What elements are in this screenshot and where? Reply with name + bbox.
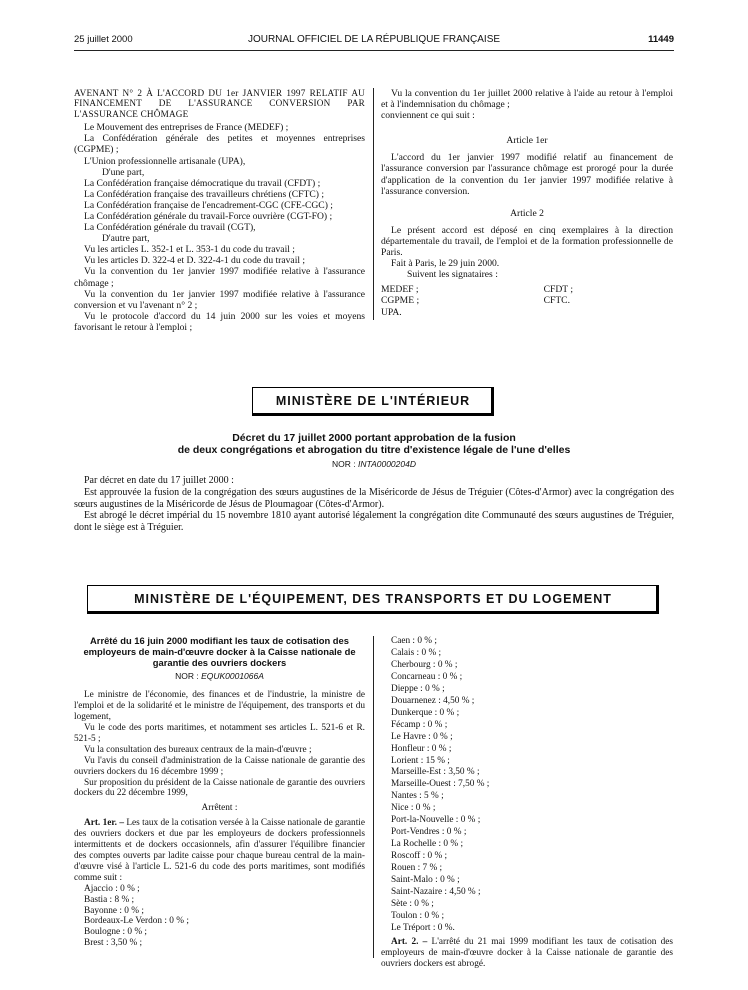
arrete-right-column: [381, 636, 673, 970]
avenant-line: La Confédération générale du travail-Force ouvrière (CGT-FO) ;: [84, 210, 333, 222]
column-divider: [373, 88, 374, 320]
article1-text: L'accord du 1er janvier 1997 modifié relatif au financement de l'assurance conversion par l'assurance chômage est prorogé pour la durée d'application de la convention du 1er janvier 1997 modifiée relative à l'assurance conversion.: [381, 152, 673, 197]
signatory: CGPME ;: [381, 295, 420, 307]
rate-item: Saint-Nazaire : 4,50 % ;: [391, 887, 481, 898]
arrete-vu1: Vu le code des ports maritimes, et notamment ses articles L. 521-6 et R. 521-5 ;: [74, 723, 365, 744]
article2-title: Article 2: [510, 207, 544, 219]
rate-item: Honfleur : 0 % ;: [391, 743, 452, 754]
avenant-right-column: [381, 88, 673, 318]
decret-nor-label: NOR :: [332, 459, 356, 469]
signatory: CFDT ;: [543, 284, 573, 296]
rate-item: Sète : 0 % ;: [391, 898, 434, 909]
decret-nor: [74, 459, 674, 469]
rate-item: Le Tréport : 0 %.: [391, 922, 455, 933]
rate-item: Calais : 0 % ;: [391, 647, 442, 658]
avenant-line: L'Union professionnelle artisanale (UPA),: [84, 155, 246, 167]
rate-item: Le Havre : 0 % ;: [391, 731, 453, 742]
arrete-vu3: Vu l'avis du conseil d'administration de la Caisse nationale de garantie des ouvriers dockers du 16 décembre 1999 ;: [74, 755, 365, 777]
arrete-intro: Le ministre de l'économie, des finances et de l'industrie, la ministre de l'emploi et de la solidarité et le ministre de l'équipement, des transports et du logement,: [74, 690, 365, 723]
avenant-left-column: [74, 88, 365, 333]
avenant-line: Vu le protocole d'accord du 14 juin 2000 sur les voies et moyens favorisant le retour à l'emploi ;: [74, 310, 365, 333]
rate-item: Cherbourg : 0 % ;: [391, 659, 458, 670]
avenant-line: Vu les articles L. 352-1 et L. 353-1 du code du travail ;: [84, 244, 295, 256]
decret-block: [74, 432, 674, 534]
signatories-left: [381, 284, 419, 317]
arrete-vu2: Vu la consultation des bureaux centraux de la main-d'œuvre ;: [84, 744, 312, 755]
rate-item: Marseille-Ouest : 7,50 % ;: [391, 779, 490, 790]
journal-title: JOURNAL OFFICIEL DE LA RÉPUBLIQUE FRANÇAISE: [247, 34, 501, 45]
avenant-line: Vu la convention du 1er janvier 1997 modifiée relative à l'assurance conversion et vu l'avenant n° 2 ;: [74, 288, 365, 311]
rate-item: Dieppe : 0 % ;: [391, 683, 445, 694]
arrete-art2: [381, 937, 673, 970]
arretent: Arrêtent :: [201, 803, 238, 814]
rate-item: Saint-Malo : 0 % ;: [391, 875, 460, 886]
rate-item: Bordeaux-Le Verdon : 0 % ;: [84, 916, 189, 927]
rate-item: Caen : 0 % ;: [391, 636, 437, 646]
avenant-line: D'autre part,: [102, 233, 150, 245]
rate-item: Port-Vendres : 0 % ;: [391, 827, 467, 838]
decret-nor-value: INTA0000204D: [358, 459, 416, 469]
avenant-line: D'une part,: [102, 166, 145, 178]
rate-item: La Rochelle : 0 % ;: [391, 839, 464, 850]
signatory: CFTC.: [543, 295, 570, 307]
column-divider-2: [373, 636, 374, 958]
art2-label: Art. 2. –: [391, 936, 428, 947]
decret-para1: Par décret en date du 17 juillet 2000 :: [84, 475, 234, 486]
signatories: [381, 284, 673, 317]
article1-title: Article 1er: [506, 135, 548, 147]
rate-item: Fécamp : 0 % ;: [391, 719, 448, 730]
art1-label: Art. 1er. –: [84, 818, 124, 829]
arrete-title: Arrêté du 16 juin 2000 modifiant les taux de cotisation des employeurs de main-d'œuvre docker à la Caisse nationale de garantie des ouvriers dockers: [83, 635, 356, 668]
ministere-interieur-box: [252, 387, 494, 416]
rate-item: Roscoff : 0 % ;: [391, 851, 448, 862]
avenant-left-lines: [74, 122, 365, 333]
arrete-art1: [74, 818, 365, 883]
avenant-right-intro: Vu la convention du 1er juillet 2000 relative à l'aide au retour à l'emploi et à l'indemnisation du chômage ;: [381, 88, 673, 111]
decret-title-line1: Décret du 17 juillet 2000 portant approbation de la fusion: [232, 432, 516, 444]
rate-item: Rouen : 7 % ;: [391, 863, 443, 874]
avenant-line: Le Mouvement des entreprises de France (MEDEF) ;: [84, 122, 289, 134]
rate-item: Boulogne : 0 % ;: [84, 927, 148, 938]
avenant-line: La Confédération française de l'encadrement-CGC (CFE-CGC) ;: [84, 199, 333, 211]
rate-item: Nantes : 5 % ;: [391, 791, 444, 802]
fait-a-paris: Fait à Paris, le 29 juin 2000.: [391, 258, 500, 270]
rate-item: Port-la-Nouvelle : 0 % ;: [391, 815, 481, 826]
rate-item: Dunkerque : 0 % ;: [391, 707, 460, 718]
avenant-title: AVENANT N° 2 À L'ACCORD DU 1er JANVIER 1997 RELATIF AU FINANCEMENT DE L'ASSURANCE CONVERSION PAR L'ASSURANCE CHÔMAGE: [74, 88, 365, 119]
rate-item: Bayonne : 0 % ;: [84, 905, 144, 916]
arrete-nor-value: EQUK0001066A: [201, 671, 264, 682]
avenant-line: La Confédération française démocratique du travail (CFDT) ;: [84, 177, 321, 189]
signatory: UPA.: [381, 306, 402, 318]
page-number: 11449: [648, 34, 674, 45]
suivent-signataires: Suivent les signataires :: [407, 269, 498, 281]
arrete-left-column: [74, 636, 365, 949]
rate-item: Lorient : 15 % ;: [391, 755, 450, 766]
art2-text: L'arrêté du 21 mai 1999 modifiant les taux de cotisation des employeurs de main-d'œuvre docker à la Caisse nationale de garantie des ouvriers dockers est abrogé.: [381, 936, 674, 969]
art1-text: Les taux de la cotisation versée à la Caisse nationale de garantie des ouvriers dockers et due par les employeurs de dockers professionnels intermittents et de dockers occasionnels, afin d'assurer l'équilibre financier des comptes ouverts par ladite caisse pour chaque bureau central de la main-d'œuvre visé à l'article L. 521-6 du code des ports maritimes, sont modifiés comme suit :: [74, 818, 365, 883]
header-rule: [74, 50, 674, 51]
arrete-nor-label: NOR :: [175, 671, 199, 682]
signatory: MEDEF ;: [381, 284, 419, 296]
rate-item: Bastia : 8 % ;: [84, 894, 135, 905]
avenant-line: La Confédération française des travailleurs chrétiens (CFTC) ;: [84, 188, 325, 200]
decret-title-line2: de deux congrégations et abrogation du titre d'existence légale de l'une d'elles: [177, 444, 571, 456]
arrete-vu4: Sur proposition du président de la Caisse nationale de garantie des ouvriers dockers du 22 décembre 1999,: [74, 777, 365, 799]
header-date: 25 juillet 2000: [74, 34, 133, 45]
decret-para2: Est approuvée la fusion de la congrégation des sœurs augustines de la Miséricorde de Jésus de Tréguier (Côtes-d'Armor) avec la congrégation des sœurs augustines de la Miséricorde de Jésus de Ploumagoar (Côtes-d'Armor).: [74, 486, 674, 510]
ministere-interieur-title: MINISTÈRE DE L'INTÉRIEUR: [275, 394, 471, 408]
avenant-line: La Confédération générale des petites et moyennes entreprises (CGPME) ;: [74, 133, 365, 156]
ministere-equipement-title: MINISTÈRE DE L'ÉQUIPEMENT, DES TRANSPORTS ET DU LOGEMENT: [134, 592, 612, 606]
article2-text: Le présent accord est déposé en cinq exemplaires à la direction départementale du travail, de l'emploi et de la formation professionnelle de Paris.: [381, 224, 673, 259]
rates-left-list: [74, 884, 365, 949]
arrete-nor: [74, 671, 365, 682]
rate-item: Toulon : 0 % ;: [391, 910, 445, 921]
rate-item: Douarnenez : 4,50 % ;: [391, 695, 475, 706]
avenant-line: La Confédération générale du travail (CGT),: [84, 222, 256, 234]
rates-right-list: [381, 636, 673, 935]
rate-item: Marseille-Est : 3,50 % ;: [391, 767, 480, 778]
avenant-line: Vu la convention du 1er janvier 1997 modifiée relative à l'assurance chômage ;: [74, 266, 365, 289]
rate-item: Brest : 3,50 % ;: [84, 938, 143, 949]
rate-item: Ajaccio : 0 % ;: [84, 883, 140, 894]
avenant-line: Vu les articles D. 322-4 et D. 322-4-1 du code du travail ;: [84, 255, 306, 267]
signatories-right: [544, 284, 673, 317]
ministere-equipement-box: [87, 585, 659, 614]
rate-item: Concarneau : 0 % ;: [391, 671, 463, 682]
avenant-conviennent: conviennent ce qui suit :: [381, 110, 475, 122]
decret-para3: Est abrogé le décret impérial du 15 novembre 1810 ayant autorisé légalement la congrégation dite Communauté des sœurs augustines de Tréguier, dont le siège est à Tréguier.: [74, 510, 674, 534]
rate-item: Nice : 0 % ;: [391, 803, 436, 814]
